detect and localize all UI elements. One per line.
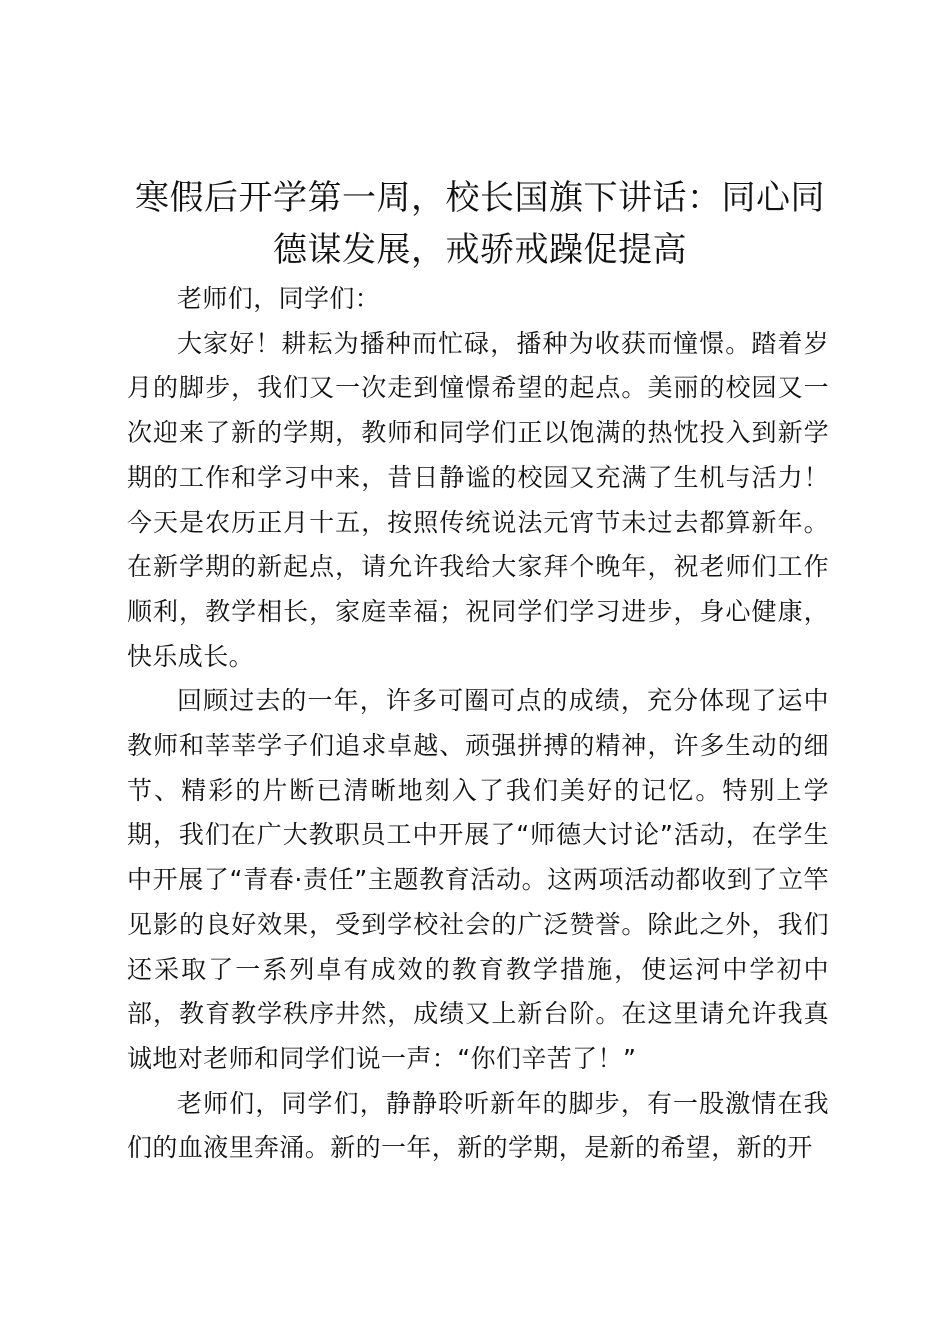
document-body bbox=[127, 277, 829, 1171]
document-title bbox=[110, 172, 850, 276]
title-line-1: 寒假后开学第一周，校长国旗下讲话：同心同 bbox=[135, 178, 825, 218]
paragraph-3: 老师们，同学们，静静聆听新年的脚步，有一股激情在我们的血液里奔涌。新的一年，新的学期，是新的希望，新的开 bbox=[127, 1088, 829, 1163]
paragraph-1: 大家好！耕耘为播种而忙碌，播种为收获而憧憬。踏着岁月的脚步，我们又一次走到憧憬希望的起点。美丽的校园又一次迎来了新的学期，教师和同学们正以饱满的热忱投入到新学期的工作和学习中来，昔日静谧的校园又充满了生机与活力！今天是农历正月十五，按照传统说法元宵节未过去都算新年。在新学期的新起点，请允许我给大家拜个晚年，祝老师们工作顺利，教学相长，家庭幸福；祝同学们学习进步，身心健康，快乐成长。 bbox=[127, 328, 829, 671]
title-line-2: 德谋发展，戒骄戒躁促提高 bbox=[273, 230, 687, 270]
paragraph-2: 回顾过去的一年，许多可圈可点的成绩，充分体现了运中教师和莘莘学子们追求卓越、顽强拼搏的精神，许多生动的细节、精彩的片断已清晰地刻入了我们美好的记忆。特别上学期，我们在广大教职员工中开展了“师德大讨论”活动，在学生中开展了“青春·责任”主题教育活动。这两项活动都收到了立竿见影的良好效果，受到学校社会的广泛赞誉。除此之外，我们还采取了一系列卓有成效的教育教学措施，使运河中学初中部，教育教学秩序井然，成绩又上新台阶。在这里请允许我真诚地对老师和同学们说一声：“你们辛苦了！” bbox=[127, 686, 829, 1073]
salutation: 老师们，同学们： bbox=[177, 284, 381, 313]
